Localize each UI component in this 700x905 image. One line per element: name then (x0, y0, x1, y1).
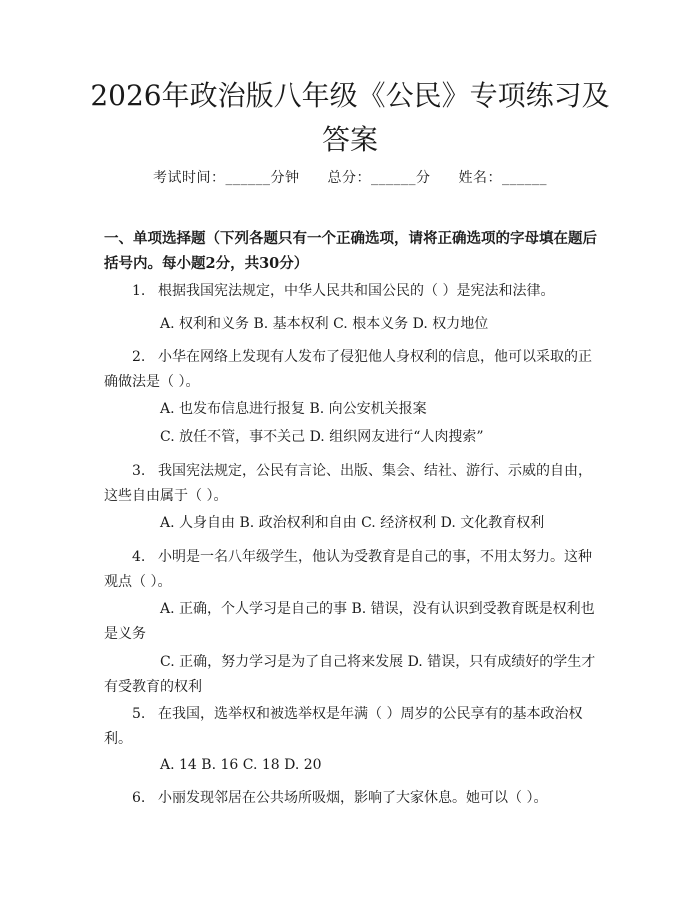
question-4 (104, 545, 600, 595)
total-score-field: 总分：______分 (327, 170, 431, 186)
question-number: 4. (132, 549, 146, 565)
question-1 (104, 279, 600, 304)
question-6 (104, 786, 600, 811)
exam-info-line (0, 167, 700, 187)
question-4-options-a: A. 正确，个人学习是自己的事 B. 错误，没有认识到受教育既是权利也是义务 (104, 601, 595, 642)
page-title: 2026年政治版八年级《公民》专项练习及答案 (90, 79, 610, 156)
question-1-options: A. 权利和义务 B. 基本权利 C. 根本义务 D. 权力地位 (160, 316, 489, 332)
question-3-options: A. 人身自由 B. 政治权利和自由 C. 经济权利 D. 文化教育权利 (160, 515, 545, 531)
question-5 (104, 702, 600, 752)
question-number: 3. (132, 463, 146, 479)
question-2 (104, 345, 600, 395)
question-stem: 小华在网络上发现有人发布了侵犯他人身权利的信息，他可以采取的正确做法是（ ）。 (104, 349, 592, 390)
exam-time-field: 考试时间：______分钟 (153, 170, 300, 186)
question-stem: 小丽发现邻居在公共场所吸烟，影响了大家休息。她可以（ ）。 (158, 790, 548, 806)
question-4-options-b: C. 正确，努力学习是为了自己将来发展 D. 错误，只有成绩好的学生才有受教育的权利 (104, 654, 596, 695)
question-number: 1. (132, 283, 146, 299)
question-number: 6. (132, 790, 146, 806)
question-3 (104, 459, 600, 509)
question-2-options-b: C. 放任不管，事不关己 D. 组织网友进行“人肉搜索” (160, 429, 484, 445)
question-stem: 小明是一名八年级学生，他认为受教育是自己的事，不用太努力。这种观点（ ）。 (104, 549, 592, 590)
question-number: 2. (132, 349, 146, 365)
question-stem: 在我国，选举权和被选举权是年满（ ）周岁的公民享有的基本政治权利。 (104, 706, 583, 747)
question-stem: 我国宪法规定，公民有言论、出版、集会、结社、游行、示威的自由，这些自由属于（ ）。 (104, 463, 592, 504)
question-stem: 根据我国宪法规定，中华人民共和国公民的（ ）是宪法和法律。 (158, 283, 555, 299)
name-field: 姓名：______ (458, 170, 547, 186)
question-5-options: A. 14 B. 16 C. 18 D. 20 (160, 757, 322, 773)
section-heading: 一、单项选择题（下列各题只有一个正确选项，请将正确选项的字母填在题后括号内。每小题2分，共30分） (104, 230, 597, 272)
question-number: 5. (132, 706, 146, 722)
question-2-options-a: A. 也发布信息进行报复 B. 向公安机关报案 (160, 401, 427, 417)
